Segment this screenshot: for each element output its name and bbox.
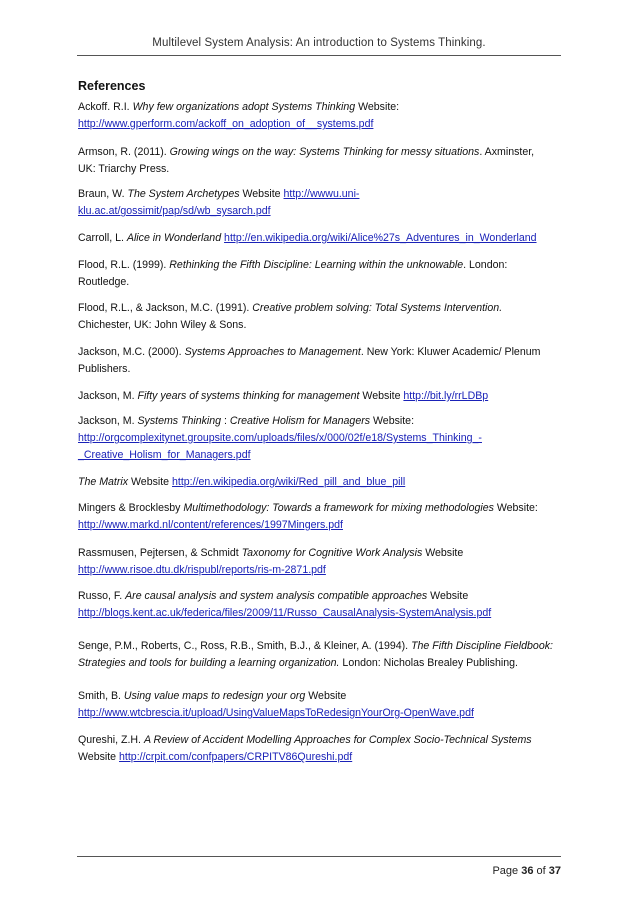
- reference-ackoff: Ackoff. R.I. Why few organizations adopt Systems Thinking Website: http://www.gperform.com/ackoff_on_adoption_of__systems.pdf: [78, 101, 400, 130]
- references-heading: References: [78, 79, 146, 93]
- reference-jackson-2000: Jackson, M.C. (2000). Systems Approaches to Management. New York: Kluwer Academic/ Plenum Publishers.: [78, 346, 541, 375]
- reference-jackson-fifty-years: Jackson, M. Fifty years of systems thinking for management Website http://bit.ly/rrLDBp: [78, 390, 489, 402]
- page-number: Page 36 of 37: [492, 865, 561, 877]
- reference-russo: Russo, F. Are causal analysis and system analysis compatible approaches Website http://blogs.kent.ac.uk/federica/files/2009/11/Russo_CausalAnalysis-SystemAnalysis.pdf: [78, 590, 492, 619]
- braun-link-part2[interactable]: klu.ac.at/gossimit/pap/sd/wb_sysarch.pdf: [78, 205, 271, 217]
- reference-armson: Armson, R. (2011). Growing wings on the way: Systems Thinking for messy situations. Axminster, UK: Triarchy Press.: [78, 146, 535, 175]
- reference-braun: Braun, W. The System Archetypes Website http://wwwu.uni- klu.ac.at/gossimit/pap/sd/wb_sysarch.pdf: [78, 188, 360, 217]
- russo-link[interactable]: http://blogs.kent.ac.uk/federica/files/2009/11/Russo_CausalAnalysis-SystemAnalysis.pdf: [78, 607, 492, 619]
- footer-rule: [77, 856, 561, 857]
- running-header: Multilevel System Analysis: An introduction to Systems Thinking.: [152, 37, 486, 49]
- matrix-link[interactable]: http://en.wikipedia.org/wiki/Red_pill_and_blue_pill: [172, 476, 406, 488]
- reference-mingers: Mingers & Brocklesby Multimethodology: Towards a framework for mixing methodologies Website: http://www.markd.nl/content/references/1997Mingers.pdf: [78, 502, 538, 531]
- jackson-systems-thinking-link-part2[interactable]: _Creative_Holism_for_Managers.pdf: [78, 449, 251, 461]
- reference-carroll: Carroll, L. Alice in Wonderland http://en.wikipedia.org/wiki/Alice%27s_Adventures_in_Wonderland: [78, 232, 537, 244]
- braun-link-part1[interactable]: http://wwwu.uni-: [283, 188, 360, 200]
- qureshi-link[interactable]: http://crpit.com/confpapers/CRPITV86Qureshi.pdf: [119, 751, 353, 763]
- header-rule: [77, 55, 561, 56]
- smith-link[interactable]: http://www.wtcbrescia.it/upload/UsingValueMapsToRedesignYourOrg-OpenWave.pdf: [78, 707, 474, 719]
- rassmusen-link[interactable]: http://www.risoe.dtu.dk/rispubl/reports/ris-m-2871.pdf: [78, 564, 326, 576]
- jackson-fifty-years-link[interactable]: http://bit.ly/rrLDBp: [403, 390, 489, 402]
- reference-flood-jackson: Flood, R.L., & Jackson, M.C. (1991). Creative problem solving: Total Systems Intervention. Chichester, UK: John Wiley & Sons.: [78, 302, 503, 331]
- mingers-link[interactable]: http://www.markd.nl/content/references/1997Mingers.pdf: [78, 519, 343, 531]
- reference-the-matrix: The Matrix Website http://en.wikipedia.org/wiki/Red_pill_and_blue_pill: [78, 476, 406, 488]
- reference-qureshi: Qureshi, Z.H. A Review of Accident Modelling Approaches for Complex Socio-Technical Systems Website http://crpit.com/confpapers/CRPITV86Qureshi.pdf: [78, 734, 532, 763]
- carroll-link[interactable]: http://en.wikipedia.org/wiki/Alice%27s_Adventures_in_Wonderland: [224, 232, 537, 244]
- reference-flood-1999: Flood, R.L. (1999). Rethinking the Fifth Discipline: Learning within the unknowable. London: Routledge.: [78, 259, 508, 288]
- ackoff-link[interactable]: http://www.gperform.com/ackoff_on_adoption_of__systems.pdf: [78, 118, 374, 130]
- reference-senge: Senge, P.M., Roberts, C., Ross, R.B., Smith, B.J., & Kleiner, A. (1994). The Fifth Discipline Fieldbook: Strategies and tools for building a learning organization. London: Nicholas Brealey Publishing.: [78, 640, 553, 669]
- reference-rassmusen: Rassmusen, Pejtersen, & Schmidt Taxonomy for Cognitive Work Analysis Website http://www.risoe.dtu.dk/rispubl/reports/ris-m-2871.pdf: [78, 547, 464, 576]
- jackson-systems-thinking-link-part1[interactable]: http://orgcomplexitynet.groupsite.com/uploads/files/x/000/02f/e18/Systems_Thinking_-: [78, 432, 482, 444]
- reference-smith: Smith, B. Using value maps to redesign your org Website http://www.wtcbrescia.it/upload/UsingValueMapsToRedesignYourOrg-OpenWave.pdf: [78, 690, 474, 719]
- reference-jackson-systems-thinking: Jackson, M. Systems Thinking : Creative Holism for Managers Website: http://orgcomplexitynet.groupsite.com/uploads/files/x/000/02f/e18/Systems_Thinking_- _Creative_Holism_for_Managers.pdf: [78, 415, 482, 461]
